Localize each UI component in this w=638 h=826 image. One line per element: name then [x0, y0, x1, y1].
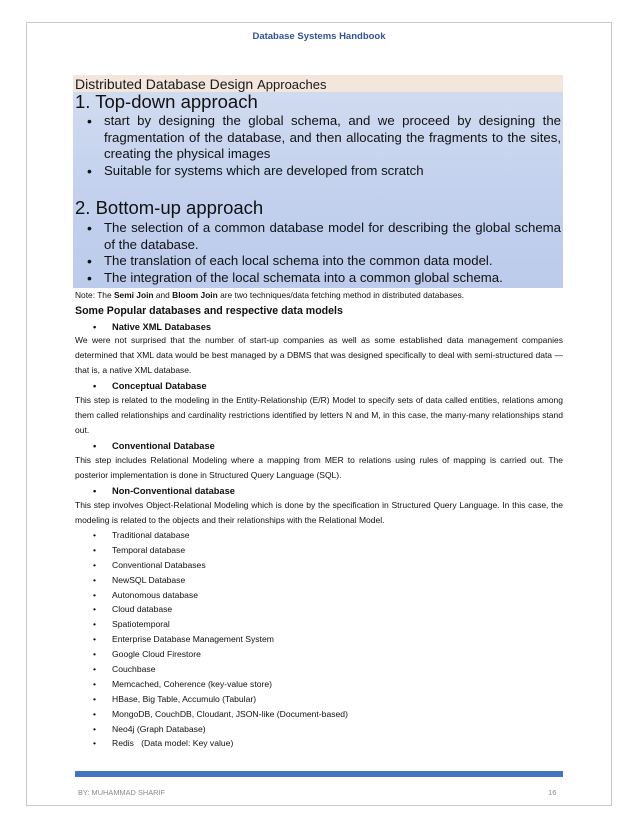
bullet-dot: •	[93, 723, 97, 734]
bullet-dot: •	[93, 619, 97, 630]
slide-title-sub: Approaches	[257, 77, 327, 92]
slide-heading-bottom-up: 2. Bottom-up approach	[75, 197, 264, 218]
slide-title-main: Distributed Database Design	[75, 76, 254, 92]
bullet-dot: •	[93, 544, 97, 555]
list-item	[93, 692, 348, 707]
list-item	[93, 722, 348, 737]
list-item	[93, 558, 348, 573]
subheading-conventional	[93, 441, 215, 451]
slide-heading-top-down: 1. Top-down approach	[75, 91, 258, 112]
list-item	[93, 602, 348, 617]
bullet-dot: •	[93, 678, 97, 689]
note-mid: and	[153, 290, 173, 300]
list-item-label: NewSQL Database	[112, 574, 186, 585]
bullet-dot: •	[93, 664, 97, 675]
bullet-dot: •	[93, 322, 97, 332]
bullet-dot: •	[93, 604, 97, 615]
list-item-label: HBase, Big Table, Accumulo (Tabular)	[112, 693, 257, 704]
subheading-native-xml	[93, 322, 211, 332]
slide-bullet: • The translation of each local schema into the common data model.	[87, 253, 561, 270]
list-item-label: Temporal database	[112, 544, 186, 555]
list-item	[93, 677, 348, 692]
slide-title	[73, 75, 563, 92]
paragraph-conceptual: This step is related to the modeling in the Entity-Relationship (E/R) Model to specify sets of data called entities, relations among them called relationships and cardinality restrictions identified by letters N and M, in this case, the many-many relationships stand out.	[75, 395, 563, 435]
list-item-label: Cloud database	[112, 604, 173, 615]
paragraph-non-conventional: This step involves Object-Relational Modeling which is done by the specification in Structured Query Language. In this case, the modeling is related to the objects and their relationships with the Relational Model.	[75, 500, 563, 525]
note-term-bloom-join: Bloom Join	[172, 290, 218, 300]
bullet-dot: •	[93, 441, 97, 451]
list-item	[93, 543, 348, 558]
list-item	[93, 528, 348, 543]
list-item	[93, 707, 348, 722]
page-header-title: Database Systems Handbook	[252, 31, 386, 42]
bullet-dot: •	[93, 574, 97, 585]
bullet-dot: •	[93, 530, 97, 540]
list-item-label: Enterprise Database Management System	[112, 634, 274, 645]
slide-bullet: • Suitable for systems which are developed from scratch	[87, 163, 561, 180]
subheading-label: Native XML Databases	[112, 322, 212, 332]
list-item-label: Traditional database	[112, 530, 190, 540]
bullet-dot: •	[93, 693, 97, 704]
note-term-semi-join: Semi Join	[113, 290, 154, 300]
note-suffix: are two techniques/data fetching method in distributed databases.	[217, 290, 465, 300]
bullet-dot: •	[93, 589, 97, 600]
bullet-dot: •	[93, 486, 97, 496]
slide-bullets-bottom-up	[87, 220, 561, 286]
slide-bullets-top-down	[87, 113, 561, 179]
subheading-label: Conceptual Database	[112, 381, 207, 391]
list-item	[93, 736, 348, 751]
page-number: 16	[548, 788, 557, 797]
bullet-dot: •	[93, 381, 97, 391]
subheading-conceptual	[93, 381, 207, 391]
slide-bullet: • start by designing the global schema, and we proceed by designing the fragmentation of the database, and then allocating the fragments to the sites, creating the physical images	[87, 113, 561, 163]
bullet-dot: •	[93, 634, 97, 645]
subheading-label: Non-Conventional database	[112, 486, 235, 496]
list-item-label: Redis (Data model: Key value)	[112, 738, 234, 749]
bullet-dot: •	[93, 649, 97, 660]
list-item-label: Memcached, Coherence (key-value store)	[112, 678, 273, 689]
subheading-non-conventional	[93, 486, 235, 496]
list-item	[93, 588, 348, 603]
bullet-dot: •	[93, 559, 97, 570]
list-item-label: Google Cloud Firestore	[112, 649, 201, 660]
paragraph-conventional: This step includes Relational Modeling where a mapping from MER to relations using rules of mapping is carried out. The posterior implementation is done in Structured Query Language (SQL).	[75, 455, 563, 480]
slide-bullet: • The integration of the local schemata into a common global schema.	[87, 270, 561, 287]
list-item-label: Couchbase	[112, 664, 156, 675]
list-item-label: Neo4j (Graph Database)	[112, 723, 206, 734]
note-prefix: Note: The	[75, 290, 114, 300]
bullet-dot: •	[93, 738, 97, 749]
list-item-label: Conventional Databases	[112, 559, 206, 570]
list-item-label: Spatiotemporal	[112, 619, 170, 630]
list-item-label: MongoDB, CouchDB, Cloudant, JSON-like (Document-based)	[112, 708, 348, 719]
section-heading: Some Popular databases and respective data models	[75, 305, 343, 317]
list-item	[93, 662, 348, 677]
list-item	[93, 647, 348, 662]
subheading-label: Conventional Database	[112, 441, 215, 451]
list-item	[93, 617, 348, 632]
slide-bullet: • The selection of a common database model for describing the global schema of the database.	[87, 220, 561, 253]
footer-bar	[75, 771, 563, 777]
slide-image	[73, 75, 563, 288]
paragraph-native-xml: We were not surprised that the number of start-up companies as well as some established data management companies determined that XML data would be best managed by a DBMS that was designed specifically to deal with semi-structured data — that is, a native XML database.	[75, 335, 563, 375]
database-list	[93, 528, 348, 751]
bullet-dot: •	[93, 708, 97, 719]
list-item	[93, 573, 348, 588]
note-text	[75, 290, 464, 300]
footer-author: BY: MUHAMMAD SHARIF	[78, 788, 166, 797]
list-item	[93, 632, 348, 647]
list-item-label: Autonomous database	[112, 589, 199, 600]
